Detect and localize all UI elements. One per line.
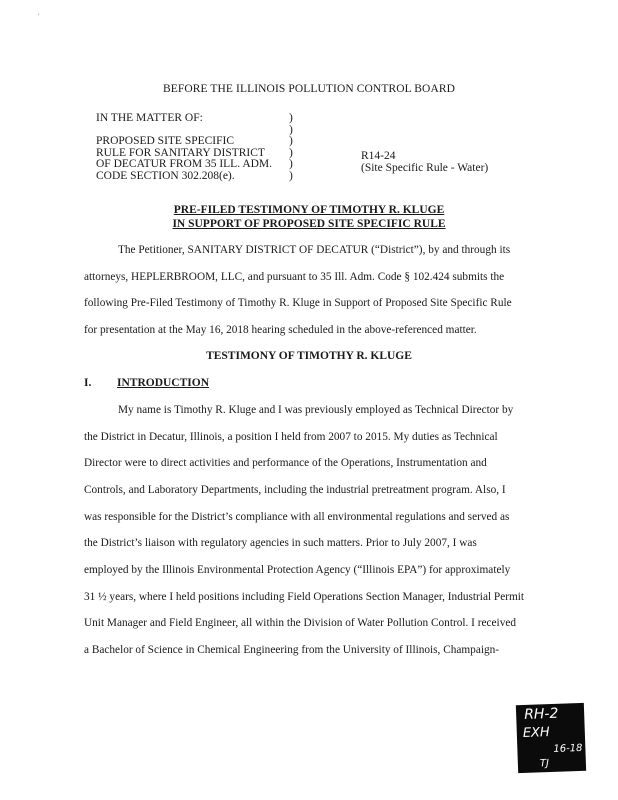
board-title: BEFORE THE ILLINOIS POLLUTION CONTROL BOARD <box>162 83 456 95</box>
intro-line: The Petitioner, SANITARY DISTRICT OF DECATUR (“District”), by and through its <box>118 244 511 256</box>
intro-line: attorneys, HEPLERBROOM, LLC, and pursuant to 35 Ill. Adm. Code § 102.424 submits the <box>84 271 505 283</box>
body-line: Director were to direct activities and performance of the Operations, Instrumentation and <box>84 457 487 469</box>
section-number: I. <box>84 377 92 389</box>
exhibit-stamp-id: RH-2 <box>523 705 559 723</box>
scan-mark: ' <box>38 12 40 21</box>
body-line: employed by the Illinois Environmental Protection Agency (“Illinois EPA”) for approximately <box>84 564 511 576</box>
body-line: the District in Decatur, Illinois, a position I held from 2007 to 2015. My duties as Technical <box>84 431 498 443</box>
section-heading: INTRODUCTION <box>117 377 210 389</box>
case-number: R14-24 (Site Specific Rule - Water) <box>361 150 489 174</box>
exhibit-stamp <box>516 703 586 773</box>
exhibit-stamp-initials: TJ <box>539 758 550 770</box>
body-line: Controls, and Laboratory Departments, including the industrial pretreatment program. Also, I <box>84 484 506 496</box>
testimony-heading: TESTIMONY OF TIMOTHY R. KLUGE <box>206 350 412 362</box>
document-title-line-2: IN SUPPORT OF PROPOSED SITE SPECIFIC RULE <box>172 218 446 230</box>
intro-line: following Pre-Filed Testimony of Timothy R. Kluge in Support of Proposed Site Specific Rule <box>84 297 512 309</box>
body-line: a Bachelor of Science in Chemical Engineering from the University of Illinois, Champaign- <box>84 644 500 656</box>
body-line: Unit Manager and Field Engineer, all within the Division of Water Pollution Control. I received <box>84 617 517 629</box>
document-title-line-1: PRE-FILED TESTIMONY OF TIMOTHY R. KLUGE <box>173 204 445 216</box>
caption-parentheses: ) ) ) ) ) ) <box>289 112 293 182</box>
body-line: 31 ½ years, where I held positions including Field Operations Section Manager, Industrial Permit <box>84 591 525 603</box>
body-line: My name is Timothy R. Kluge and I was previously employed as Technical Director by <box>118 404 514 416</box>
intro-line: for presentation at the May 16, 2018 hearing scheduled in the above-referenced matter. <box>84 324 477 336</box>
exhibit-stamp-label: EXH <box>522 725 550 741</box>
caption-matter: IN THE MATTER OF: PROPOSED SITE SPECIFIC RULE FOR SANITARY DISTRICT OF DECATUR FROM 35 ILL. ADM. CODE SECTION 302.208(e). <box>96 112 273 182</box>
body-line: the District’s liaison with regulatory agencies in such matters. Prior to July 2007, I was <box>84 537 477 549</box>
body-line: was responsible for the District’s compliance with all environmental regulations and served as <box>84 511 510 523</box>
exhibit-stamp-date: 16-18 <box>553 742 583 755</box>
